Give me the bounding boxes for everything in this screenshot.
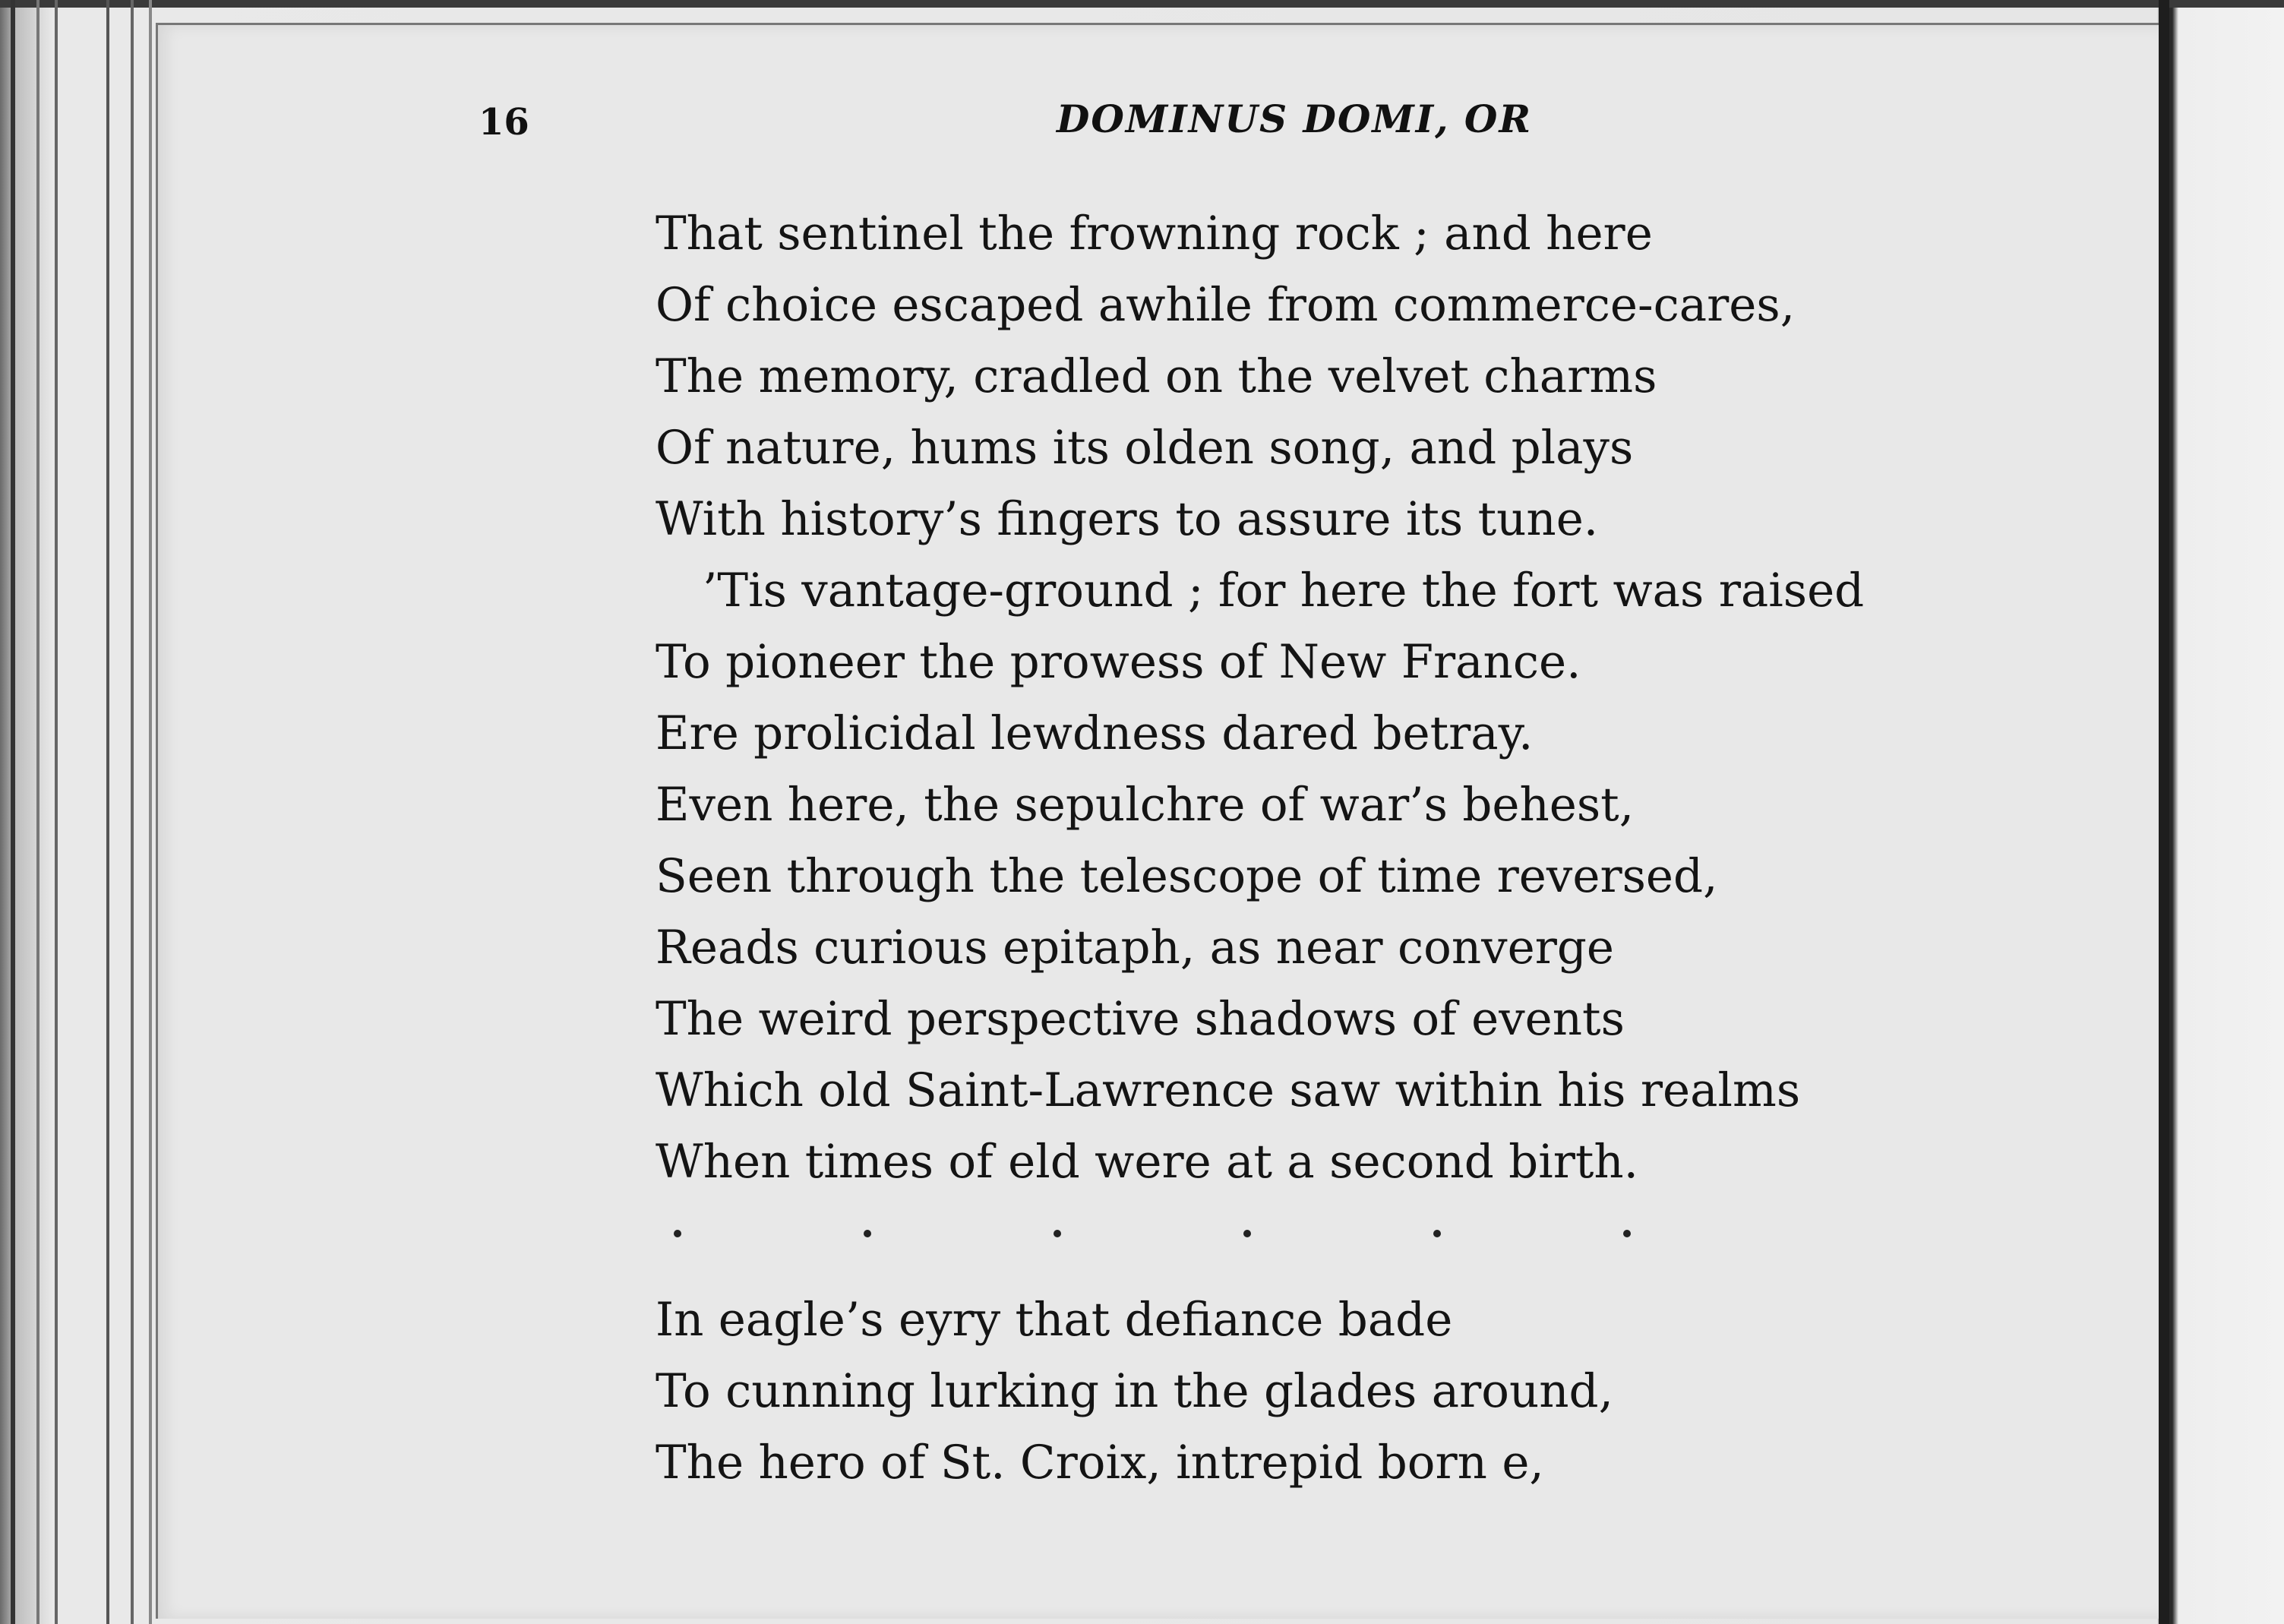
poem-line: Which old Saint-Lawrence saw within his realms	[656, 1063, 1801, 1117]
book-edge-line	[55, 0, 58, 1624]
poem-line: The weird perspective shadows of events	[656, 992, 1625, 1046]
poem-line: Ere prolicidal lewdness dared betray.	[656, 706, 1534, 760]
book-page	[156, 23, 2161, 1619]
poem-line: Of choice escaped awhile from commerce-cares,	[656, 278, 1796, 332]
ellipsis-dot	[864, 1230, 871, 1237]
book-edge-line	[11, 0, 15, 1624]
top-edge	[0, 0, 2284, 8]
poem-line: Reads curious epitaph, as near converge	[656, 921, 1615, 975]
ellipsis-dot	[1243, 1230, 1251, 1237]
page-header	[158, 92, 2161, 153]
poem-line: Even here, the sepulchre of war’s behest,	[656, 778, 1635, 832]
ellipsis-divider	[656, 1198, 1631, 1269]
page-gutter-shadow	[2159, 0, 2169, 1624]
poem-line: The hero of St. Croix, intrepid born e,	[656, 1436, 1544, 1490]
ellipsis-dot	[674, 1230, 681, 1237]
poem-line: That sentinel the frowning rock ; and here	[656, 207, 1653, 261]
poem-line: Seen through the telescope of time reversed,	[656, 849, 1718, 903]
poem-text	[656, 198, 1864, 1499]
running-head: DOMINUS DOMI, OR	[1057, 96, 1533, 141]
ellipsis-dot	[1623, 1230, 1631, 1237]
ellipsis-dot	[1433, 1230, 1441, 1237]
ellipsis-dot	[1054, 1230, 1061, 1237]
poem-line: In eagle’s eyry that defiance bade	[656, 1293, 1453, 1347]
poem-line: To cunning lurking in the glades around,	[656, 1364, 1613, 1418]
book-edge-line	[149, 0, 152, 1624]
page-number: 16	[479, 101, 529, 144]
poem-line: The memory, cradled on the velvet charms	[656, 349, 1657, 403]
book-edge-line	[36, 0, 39, 1624]
poem-line: Of nature, hums its olden song, and plays	[656, 421, 1634, 475]
book-edge-line	[131, 0, 134, 1624]
poem-line: With history’s fingers to assure its tune.	[656, 492, 1599, 546]
poem-line: When times of eld were at a second birth.	[656, 1135, 1639, 1189]
poem-line: ’Tis vantage-ground ; for here the fort was raised	[703, 564, 1865, 618]
poem-line: To pioneer the prowess of New France.	[656, 635, 1581, 689]
stanza-gap	[656, 1269, 1864, 1284]
book-edge-line	[106, 0, 109, 1624]
